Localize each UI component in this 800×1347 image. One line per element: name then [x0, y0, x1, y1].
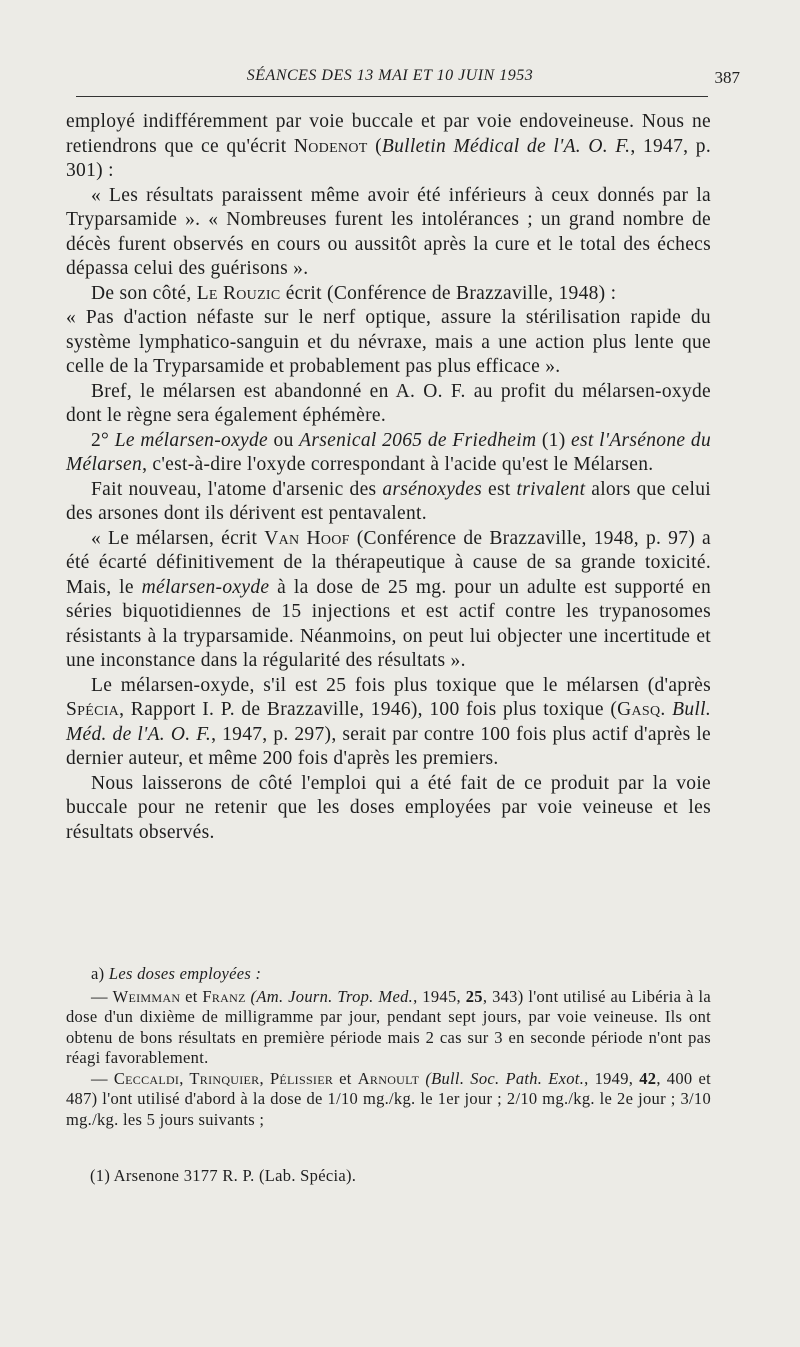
author-name: Gasq	[617, 699, 661, 720]
text-span: et	[333, 1068, 358, 1088]
author-name: Weimman	[112, 986, 181, 1006]
author-name: Franz	[202, 986, 246, 1006]
text-span: , 1947, p. 297), serait par contre 100 fois plus actif d'après le dernier auteur, et même 200 fois d'après les premiers.	[66, 723, 712, 769]
author-name: Le Rouzic	[196, 282, 281, 304]
text-span: écrit (Conférence de Brazzaville, 1948) :	[280, 282, 617, 304]
citation: Bull. Méd. de l'A. O. F.	[66, 699, 711, 745]
text-span: 2°	[91, 429, 110, 451]
footnote-marker: (1)	[536, 429, 572, 451]
text-span: Le mélarsen-oxyde, s'il est 25 fois plus toxique que le mélarsen (d'après	[91, 674, 711, 696]
section-label: a)	[91, 964, 109, 983]
italic-term: mélarsen-oxyde	[141, 576, 270, 598]
header-rule	[76, 96, 708, 97]
paragraph	[66, 527, 711, 674]
paragraph	[66, 110, 711, 184]
text-span: .	[660, 699, 673, 720]
text-span: Fait nouveau, l'atome d'arsenic des	[91, 478, 383, 500]
text-span: , 343) l'ont utilisé au Libéria à la dose d'un dixième de milligramme par jour, pendant sept jours, par voie veineuse. Ils ont obtenu de bons résultats en première période mais 2 cas sur 3 en seconde période n'ont pas réagi favorablement.	[66, 986, 711, 1067]
text-span: , 1945,	[413, 986, 466, 1006]
paragraph	[66, 282, 711, 307]
paragraph	[66, 478, 711, 527]
text-span: , 1949,	[584, 1068, 640, 1088]
body-text	[66, 110, 711, 845]
text-span: employé indifféremment par voie buccale et par voie endoveineuse. Nous ne retiendrons que ce qu'écrit	[66, 111, 711, 157]
text-span: —	[91, 986, 113, 1006]
text-span: , c'est-à-dire l'oxyde correspondant à l'acide qu'est le Mélarsen.	[142, 454, 654, 475]
section-heading	[66, 964, 711, 985]
volume-number: 25	[465, 986, 483, 1006]
author-name: Ceccaldi, Trinquier, Pélissier	[113, 1068, 334, 1088]
author-name: Van Hoof	[264, 527, 350, 549]
text-span: et	[180, 986, 203, 1006]
note-paragraph	[66, 987, 711, 1069]
footnote: (1) Arsenone 3177 R. P. (Lab. Spécia).	[90, 1166, 357, 1185]
text-span: ou	[267, 429, 300, 451]
italic-term: trivalent	[516, 478, 586, 500]
paragraph: Bref, le mélarsen est abandonné en A. O. F. au profit du mélarsen-oxyde dont le règne sera également éphémère.	[66, 380, 711, 426]
author-name: Arnoult	[357, 1068, 420, 1088]
page-number: 387	[714, 68, 740, 87]
text-span: alors que celui des arsones dont ils dérivent est pentavalent.	[66, 478, 711, 524]
text-span: (	[367, 135, 382, 157]
author-name: Nodenot	[293, 135, 368, 157]
paragraph	[66, 674, 711, 772]
text-span: est	[482, 478, 517, 500]
italic-term: Arsenical 2065 de Friedheim	[299, 429, 537, 451]
italic-term: Le mélarsen-oxyde	[114, 429, 268, 451]
text-span: , 1947, p. 301) :	[66, 135, 712, 181]
text-span: De son côté,	[91, 282, 197, 304]
citation: (Bull. Soc. Path. Exot.	[419, 1068, 585, 1088]
section-title: Les doses employées :	[108, 964, 262, 983]
italic-term: est l'Arsénone du Mélarsen	[66, 429, 711, 475]
citation: (Am. Journ. Trop. Med.	[245, 986, 414, 1006]
paragraph: « Les résultats paraissent même avoir été inférieurs à ceux donnés par la Tryparsamide ». « Nombreuses furent les intolérances ; un grand nombre de décès furent observés en cours ou aussitôt après la cure et le total des échecs dépassa celui des guérisons ».	[66, 184, 711, 279]
author-name: Spécia	[66, 699, 120, 720]
text-span: à la dose de 25 mg. pour un adulte est supporté en séries biquotidiennes de 15 injections et est actif contre les trypanosomes résistants à la tryparsamide. Néanmoins, on peut lui objecter une incertitude et une inconstance dans la régularité des résultats ».	[66, 576, 711, 671]
text-span: , Rapport I. P. de Brazzaville, 1946), 100 fois plus toxique (	[119, 699, 618, 720]
text-span: « Le mélarsen, écrit	[91, 527, 265, 549]
text-span: , 400 et 487) l'ont utilisé d'abord à la dose de 1/10 mg./kg. le 1er jour ; 2/10 mg./kg. le 2e jour ; 3/10 mg./kg. les 5 jours suivants ;	[66, 1068, 711, 1129]
italic-term: arsénoxydes	[382, 478, 483, 500]
volume-number: 42	[639, 1068, 657, 1088]
paragraph: « Pas d'action néfaste sur le nerf optique, assure la stérilisation rapide du système lymphatico-sanguin et du névraxe, mais a une action plus lente que celle de la Tryparsamide et probablement pas plus efficace ».	[66, 307, 711, 377]
notes-section	[66, 964, 711, 1130]
note-paragraph	[66, 1069, 711, 1131]
citation: Bulletin Médical de l'A. O. F.	[381, 135, 631, 157]
paragraph: Nous laisserons de côté l'emploi qui a été fait de ce produit par la voie buccale pour ne retenir que les doses employées par voie veineuse et les résultats observés.	[66, 772, 711, 843]
page-header	[66, 64, 740, 100]
running-head: SÉANCES DES 13 MAI ET 10 JUIN 1953	[246, 67, 534, 84]
text-span: —	[91, 1068, 114, 1088]
paragraph	[66, 429, 711, 478]
text-span: (Conférence de Brazzaville, 1948, p. 97) a été écarté définitivement de la thérapeutique à cause de sa grande toxicité. Mais, le	[66, 527, 712, 598]
